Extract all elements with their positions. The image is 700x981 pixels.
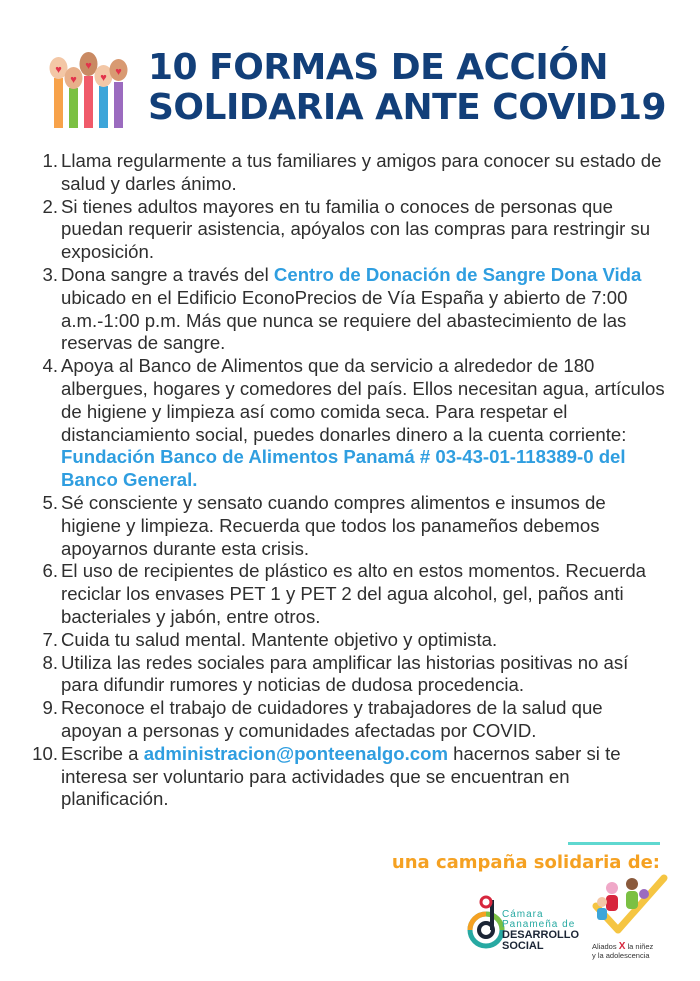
item-text [61,264,666,355]
item-number: 3. [42,263,58,285]
camara-logo-text [502,910,579,952]
logo-line: Cámara [502,909,544,920]
svg-text:♥: ♥ [100,72,107,84]
logo-line: SOCIAL [502,940,544,952]
list-item [26,652,666,698]
camara-desarrollo-social-logo [466,890,586,956]
item-text: Cuida tu salud mental. Mantente objetivo y optimista. [61,628,498,650]
item-text-after: hacernos saber si te interesa ser voluntario para actividades que se encuentran en planificación. [61,742,621,810]
list-item [26,697,666,743]
page-title [148,48,666,128]
list-item [26,560,666,628]
aliados-ninez-logo [588,872,668,972]
logo-line: DESARROLLO [502,929,579,941]
campaign-label: una campaña solidaria de: [391,852,660,873]
list-item [26,150,666,196]
title-line-1: 10 FORMAS DE ACCIÓN [148,47,609,88]
children-checkmark-icon [588,872,668,936]
item-text-before: Escribe a [61,742,144,764]
logo-line: la niñez [625,942,654,951]
item-number: 8. [42,651,58,673]
list-item [26,355,666,492]
item-text: Llama regularmente a tus familiares y amigos para conocer su estado de salud y darles ánimo. [61,150,662,194]
item-text-before: Dona sangre a través del [61,263,274,285]
list-item [26,629,666,652]
svg-text:♥: ♥ [70,74,77,86]
list-item [26,196,666,264]
item-text: Utiliza las redes sociales para amplificar las historias positivas no así para difundir rumores y noticias de dudosa procedencia. [61,651,629,696]
logo-line: y la adolescencia [592,951,650,960]
item-text: Si tienes adultos mayores en tu familia o conoces de personas que puedan requerir asistencia, apóyalos con las compras para restringir su exposición. [61,195,651,263]
item-text-after: ubicado en el Edificio EconoPrecios de Vía España y abierto de 7:00 a.m.-1:00 p.m. Más que nunca se requiere del abastecimiento de las reservas de sangre. [61,286,628,354]
svg-text:♥: ♥ [115,66,122,78]
bank-account-highlight: Fundación Banco de Alimentos Panamá # 03-43-01-118389-0 del Banco General. [61,446,626,491]
item-number: 10. [32,742,58,764]
item-text [61,355,666,492]
item-number: 7. [42,628,58,650]
item-text-before: Apoya al Banco de Alimentos que da servicio a alrededor de 180 albergues, hogares y comedores del país. Ellos necesitan agua, artículos de higiene y limpieza así como comida seca. Para respetar el distanciamiento social, puedes donarles dinero a la cuenta corriente: [61,355,665,445]
aliados-logo-text [592,942,653,960]
item-number: 9. [42,697,58,719]
logo-line: Panameña de [502,919,576,930]
list-item [26,743,666,811]
svg-text:♥: ♥ [55,64,62,76]
raised-hands-icon [46,42,138,130]
item-text: El uso de recipientes de plástico es alto en estos momentos. Recuerda reciclar los envases PET 1 y PET 2 del agua alcohol, gel, paños anti bacteriales y jabón, entre otros. [61,560,646,627]
actions-list [26,150,666,811]
item-text: Reconoce el trabajo de cuidadores y trabajadores de la salud que apoyan a personas y comunidades afectadas por COVID. [61,697,603,741]
list-item [26,492,666,560]
item-number: 4. [42,355,58,377]
item-number: 2. [42,195,58,217]
item-text [61,743,666,811]
camara-logo-mark-icon [466,894,506,950]
svg-text:♥: ♥ [85,60,92,72]
list-item [26,264,666,355]
title-line-2: SOLIDARIA ANTE COVID19 [148,87,667,128]
item-text: Sé consciente y sensato cuando compres alimentos e insumos de higiene y limpieza. Recuerda que todos los panameños debemos apoyarnos durante esta crisis. [61,491,606,559]
blood-center-highlight: Centro de Donación de Sangre Dona Vida [273,263,642,285]
header [40,40,680,140]
item-number: 5. [42,491,58,513]
item-number: 6. [42,560,58,582]
logo-x-mark: X [618,941,626,952]
logo-line: Aliados [592,942,619,951]
item-number: 1. [42,150,58,171]
email-link[interactable]: administracion@ponteenalgo.com [143,742,448,764]
divider-line [568,842,660,845]
